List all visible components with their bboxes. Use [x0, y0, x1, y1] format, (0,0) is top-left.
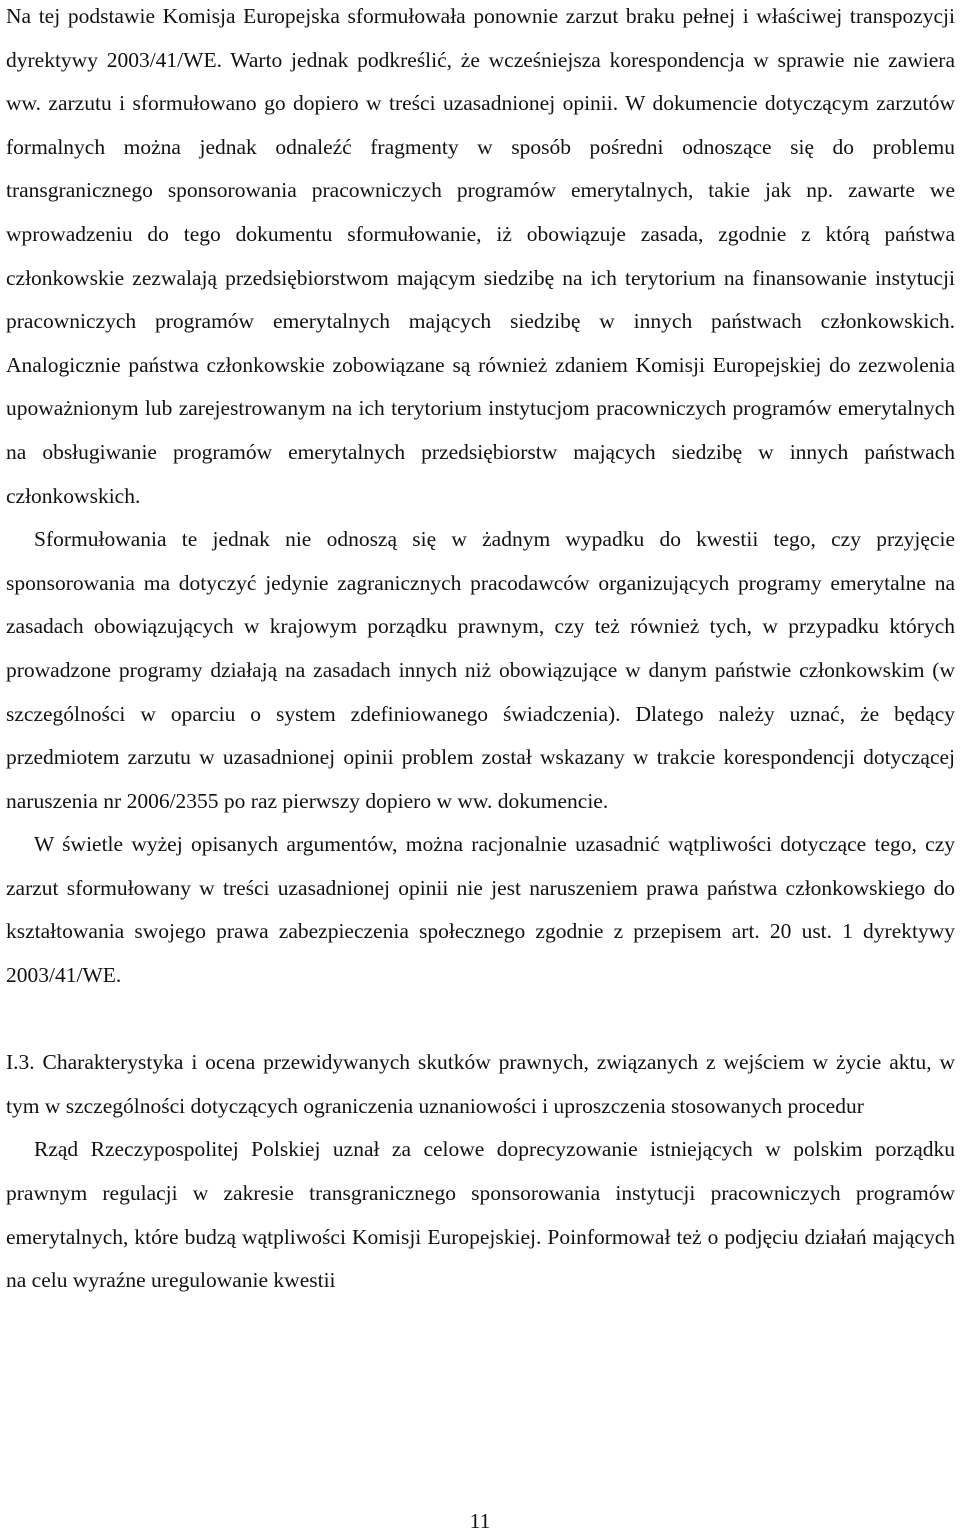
paragraph-spacer: [6, 998, 955, 1042]
paragraph-1: Na tej podstawie Komisja Europejska sformułowała ponownie zarzut braku pełnej i właściwej transpozycji dyrektywy 2003/41/WE. Warto jednak podkreślić, że wcześniejsza korespondencja w sprawie nie zawiera ww. zarzutu i sformułowano go dopiero w treści uzasadnionej opinii. W dokumencie dotyczącym zarzutów formalnych można jednak odnaleźć fragmenty w sposób pośredni odnoszące się do problemu transgranicznego sponsorowania pracowniczych programów emerytalnych, takie jak np. zawarte we wprowadzeniu do tego dokumentu sformułowanie, iż obowiązuje zasada, zgodnie z którą państwa członkowskie zezwalają przedsiębiorstwom mającym siedzibę na ich terytorium na finansowanie instytucji pracowniczych programów emerytalnych mających siedzibę w innych państwach członkowskich. Analogicznie państwa członkowskie zobowiązane są również zdaniem Komisji Europejskiej do zezwolenia upoważnionym lub zarejestrowanym na ich terytorium instytucjom pracowniczych programów emerytalnych na obsługiwanie programów emerytalnych przedsiębiorstw mających siedzibę w innych państwach członkowskich.: [6, 4, 955, 508]
paragraph-3: W świetle wyżej opisanych argumentów, można racjonalnie uzasadnić wątpliwości dotyczące tego, czy zarzut sformułowany w treści uzasadnionej opinii nie jest naruszeniem prawa państwa członkowskiego do kształtowania swojego prawa zabezpieczenia społecznego zgodnie z przepisem art. 20 ust. 1 dyrektywy 2003/41/WE.: [6, 832, 955, 988]
section-heading: I.3. Charakterystyka i ocena przewidywanych skutków prawnych, związanych z wejściem w życie aktu, w tym w szczególności dotyczących ograniczenia uznaniowości i uproszczenia stosowanych procedur: [6, 1050, 955, 1118]
document-page: [6, 0, 955, 1303]
paragraph-4: Rząd Rzeczypospolitej Polskiej uznał za celowe doprecyzowanie istniejących w polskim porządku prawnym regulacji w zakresie transgranicznego sponsorowania instytucji pracowniczych programów emerytalnych, które budzą wątpliwości Komisji Europejskiej. Poinformował też o podjęciu działań mających na celu wyraźne uregulowanie kwestii: [6, 1137, 955, 1293]
page-number: 11: [469, 1509, 491, 1533]
paragraph-2: Sformułowania te jednak nie odnoszą się w żadnym wypadku do kwestii tego, czy przyjęcie sponsorowania ma dotyczyć jedynie zagranicznych pracodawców organizujących programy emerytalne na zasadach obowiązujących w krajowym porządku prawnym, czy też również tych, w przypadku których prowadzone programy działają na zasadach innych niż obowiązujące w danym państwie członkowskim (w szczególności w oparciu o system zdefiniowanego świadczenia). Dlatego należy uznać, że będący przedmiotem zarzutu w uzasadnionej opinii problem został wskazany w trakcie korespondencji dotyczącej naruszenia nr 2006/2355 po raz pierwszy dopiero w ww. dokumencie.: [6, 527, 955, 813]
